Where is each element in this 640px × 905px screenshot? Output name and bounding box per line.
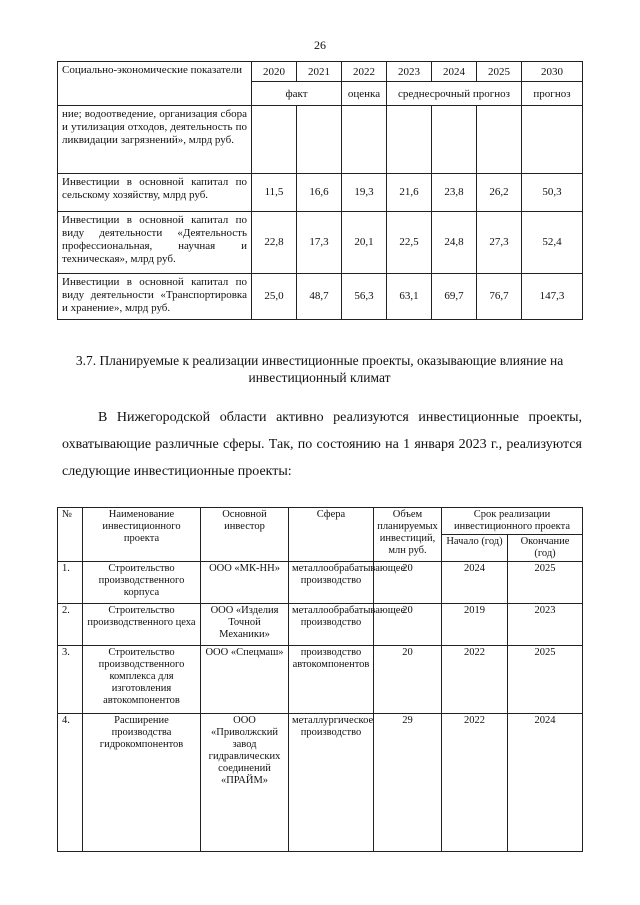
cell-value: 21,6: [387, 174, 432, 212]
table-row: [58, 714, 583, 852]
cell-project-name: Строительство производственного комплекса для изготовления автокомпонентов: [83, 646, 201, 714]
cell-sphere: металлообрабатывающее производство: [289, 604, 374, 646]
header-investor: Основной инвестор: [201, 508, 289, 562]
cell-value: 27,3: [477, 212, 522, 274]
projects-table: [57, 507, 583, 852]
cell-investor: ООО «Спецмаш»: [201, 646, 289, 714]
cell-value: 25,0: [252, 274, 297, 320]
year-header: 2022: [342, 62, 387, 82]
cell-end: 2025: [508, 646, 583, 714]
header-sphere: Сфера: [289, 508, 374, 562]
cell-value: 22,8: [252, 212, 297, 274]
table-row: [58, 562, 583, 604]
year-header: 2025: [477, 62, 522, 82]
cell-value: 17,3: [297, 212, 342, 274]
table-row: [58, 604, 583, 646]
cell-start: 2019: [442, 604, 508, 646]
group-forecast: прогноз: [522, 82, 583, 106]
cell-value: 23,8: [432, 174, 477, 212]
body-paragraph: В Нижегородской области активно реализуются инвестиционные проекты, охватывающие различные сферы. Так, по состоянию на 1 января 2023 г., реализуются следующие инвестиционные проекты:: [62, 410, 582, 479]
header-end: Окончание (год): [508, 535, 583, 562]
table-header-row: [58, 62, 583, 82]
header-no: №: [58, 508, 83, 562]
cell-volume: 20: [374, 604, 442, 646]
table-header-row: [58, 508, 583, 535]
cell-value: 69,7: [432, 274, 477, 320]
cell-no: 1.: [58, 562, 83, 604]
year-header: 2023: [387, 62, 432, 82]
cell-value: 11,5: [252, 174, 297, 212]
cell-end: 2023: [508, 604, 583, 646]
row-label: Инвестиции в основной капитал по виду деятельности «Транспортировка и хранение», млрд руб.: [58, 274, 252, 320]
table-row: [58, 646, 583, 714]
cell-value: 24,8: [432, 212, 477, 274]
cell-value: 56,3: [342, 274, 387, 320]
section-title: 3.7. Планируемые к реализации инвестиционные проекты, оказывающие влияние на инвестиционный климат: [75, 353, 564, 385]
header-term: Срок реализации инвестиционного проекта: [442, 508, 583, 535]
cell-value: 147,3: [522, 274, 583, 320]
row-label: Инвестиции в основной капитал по виду деятельности «Деятельность профессиональная, научная и техническая», млрд руб.: [58, 212, 252, 274]
group-estimate: оценка: [342, 82, 387, 106]
cell-sphere: металлургическое производство: [289, 714, 374, 852]
year-header: 2021: [297, 62, 342, 82]
cell-start: 2022: [442, 714, 508, 852]
group-midterm: среднесрочный прогноз: [387, 82, 522, 106]
cell-value: 26,2: [477, 174, 522, 212]
year-header: 2020: [252, 62, 297, 82]
page-number: 26: [314, 38, 326, 52]
cell-volume: 20: [374, 646, 442, 714]
cell-start: 2022: [442, 646, 508, 714]
cell-value: 52,4: [522, 212, 583, 274]
cell-value: 76,7: [477, 274, 522, 320]
cell-value: 20,1: [342, 212, 387, 274]
table-row: [58, 212, 583, 274]
cell-no: 3.: [58, 646, 83, 714]
header-volume: Объем планируемых инвестиций, млн руб.: [374, 508, 442, 562]
group-fact: факт: [252, 82, 342, 106]
cell-project-name: Строительство производственного цеха: [83, 604, 201, 646]
table-row: [58, 274, 583, 320]
cell-value: 48,7: [297, 274, 342, 320]
cell-value: 22,5: [387, 212, 432, 274]
cell-volume: 29: [374, 714, 442, 852]
year-header: 2030: [522, 62, 583, 82]
indicators-header-label: Социально-экономические показатели: [58, 62, 252, 106]
header-start: Начало (год): [442, 535, 508, 562]
cell-value: 50,3: [522, 174, 583, 212]
table-row: [58, 174, 583, 212]
cell-end: 2024: [508, 714, 583, 852]
cell-no: 2.: [58, 604, 83, 646]
row-label: ние; водоотведение, организация сбора и утилизация отходов, деятельность по ликвидации загрязнений», млрд руб.: [58, 106, 252, 174]
year-header: 2024: [432, 62, 477, 82]
cell-value: 16,6: [297, 174, 342, 212]
cell-volume: 20: [374, 562, 442, 604]
header-project-name: Наименование инвестиционного проекта: [83, 508, 201, 562]
cell-value: 19,3: [342, 174, 387, 212]
cell-start: 2024: [442, 562, 508, 604]
cell-no: 4.: [58, 714, 83, 852]
cell-investor: ООО «Приволжский завод гидравлических соединений «ПРАЙМ»: [201, 714, 289, 852]
cell-investor: ООО «Изделия Точной Механики»: [201, 604, 289, 646]
table-row: [58, 106, 583, 174]
cell-investor: ООО «МК-НН»: [201, 562, 289, 604]
cell-value: 63,1: [387, 274, 432, 320]
indicators-table: [57, 61, 583, 320]
row-label: Инвестиции в основной капитал по сельскому хозяйству, млрд руб.: [58, 174, 252, 212]
cell-project-name: Расширение производства гидрокомпонентов: [83, 714, 201, 852]
cell-sphere: производство автокомпонентов: [289, 646, 374, 714]
cell-project-name: Строительство производственного корпуса: [83, 562, 201, 604]
cell-sphere: металлообрабатывающее производство: [289, 562, 374, 604]
cell-end: 2025: [508, 562, 583, 604]
